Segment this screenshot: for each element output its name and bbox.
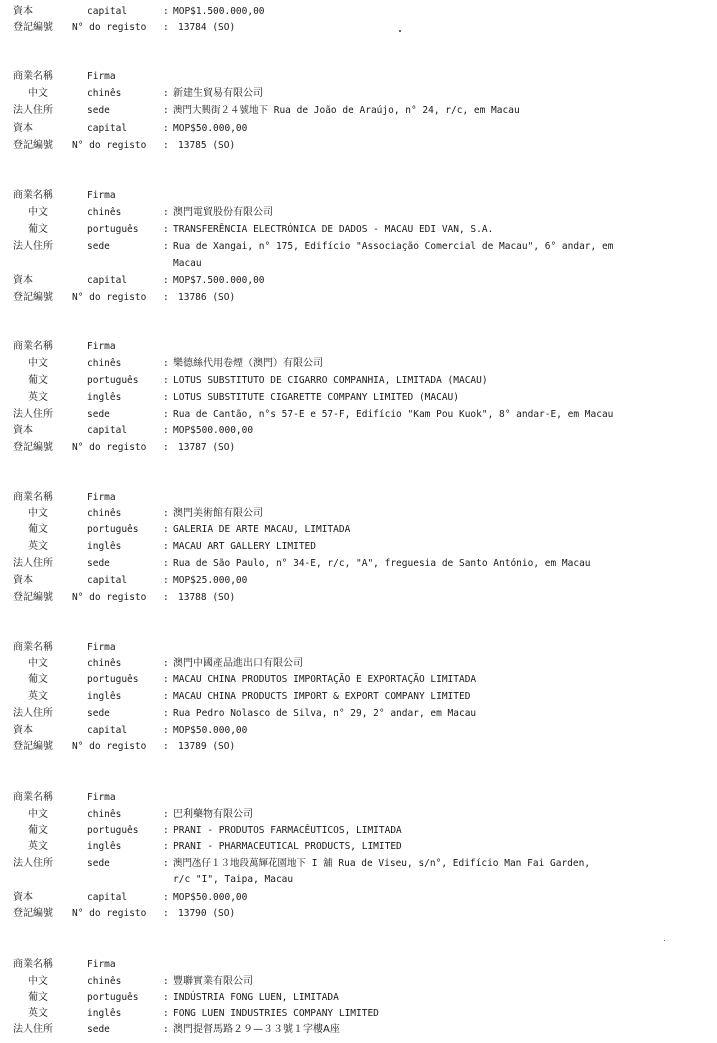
english-name: PRANI - PHARMACEUTICAL PRODUCTS, LIMITED <box>173 841 402 852</box>
colon: : <box>163 908 169 919</box>
registo-label-zh: 登記編號 <box>13 741 53 752</box>
portuguese-label-pt: português <box>87 674 139 685</box>
registo-value: 13786 (SO) <box>178 292 236 303</box>
registo-label-pt: N° do registo <box>72 741 147 752</box>
chinese-label-pt: chinês <box>87 88 122 99</box>
colon: : <box>163 123 169 134</box>
colon: : <box>163 809 169 820</box>
sede-value-continued: r/c "I", Taipa, Macau <box>173 874 294 885</box>
english-name: FONG LUEN INDUSTRIES COMPANY LIMITED <box>173 1008 379 1019</box>
registo-label-pt: N° do registo <box>72 908 147 919</box>
portuguese-name: LOTUS SUBSTITUTO DE CIGARRO COMPANHIA, LIMITADA (MACAU) <box>173 375 488 386</box>
capital-value: MOP$50.000,00 <box>173 123 248 134</box>
firm-label-pt: Firma <box>87 642 116 653</box>
colon: : <box>163 105 169 116</box>
colon: : <box>163 708 169 719</box>
english-label-zh: 英文 <box>28 1008 48 1019</box>
colon: : <box>163 725 169 736</box>
portuguese-label-zh: 葡文 <box>28 224 48 235</box>
colon: : <box>163 292 169 303</box>
english-label-zh: 英文 <box>28 392 48 403</box>
chinese-label-pt: chinês <box>87 976 122 987</box>
chinese-name: 樂德絲代用卷煙（澳門）有限公司 <box>173 358 323 369</box>
chinese-name: 澳門電貿股份有限公司 <box>173 207 273 218</box>
colon: : <box>163 892 169 903</box>
chinese-name: 巴利藥物有限公司 <box>173 809 253 820</box>
colon: : <box>163 392 169 403</box>
capital-label-zh: 資本 <box>13 275 33 286</box>
colon: : <box>163 1008 169 1019</box>
sede-label-pt: sede <box>87 105 110 116</box>
capital-label-zh: 資本 <box>13 575 33 586</box>
firm-label-pt: Firma <box>87 492 116 503</box>
colon: : <box>163 541 169 552</box>
registo-label-pt: N° do registo <box>72 442 147 453</box>
chinese-label-pt: chinês <box>87 207 122 218</box>
chinese-label-pt: chinês <box>87 809 122 820</box>
chinese-label-pt: chinês <box>87 508 122 519</box>
capital-value: MOP$1.500.000,00 <box>173 6 265 17</box>
colon: : <box>163 409 169 420</box>
speck <box>664 940 665 941</box>
portuguese-label-pt: português <box>87 524 139 535</box>
english-label-zh: 英文 <box>28 691 48 702</box>
colon: : <box>163 1024 169 1035</box>
sede-label-zh: 法人住所 <box>13 1024 53 1035</box>
chinese-label-pt: chinês <box>87 358 122 369</box>
sede-label-zh: 法人住所 <box>13 409 53 420</box>
capital-label-zh: 資本 <box>13 725 33 736</box>
chinese-name: 澳門中國產品進出口有限公司 <box>173 658 303 669</box>
sede-value: 澳門氹仔１３地段萬輝花園地下 I 舖 Rua de Viseu, s/n°, Edifício Man Fai Garden, <box>173 858 591 869</box>
english-name: LOTUS SUBSTITUTE CIGARETTE COMPANY LIMITED (MACAU) <box>173 392 459 403</box>
chinese-label-zh: 中文 <box>28 508 48 519</box>
colon: : <box>163 224 169 235</box>
firm-label-zh: 商業名稱 <box>13 190 53 201</box>
colon: : <box>163 674 169 685</box>
colon: : <box>163 976 169 987</box>
capital-value: MOP$50.000,00 <box>173 892 248 903</box>
registo-label-zh: 登記編號 <box>13 140 53 151</box>
firm-label-zh: 商業名稱 <box>13 492 53 503</box>
portuguese-name: TRANSFERÊNCIA ELECTRÓNICA DE DADOS - MACAU EDI VAN, S.A. <box>173 224 494 235</box>
firm-label-zh: 商業名稱 <box>13 792 53 803</box>
registo-label-zh: 登記編號 <box>13 22 53 33</box>
colon: : <box>163 88 169 99</box>
colon: : <box>163 558 169 569</box>
registo-label-pt: N° do registo <box>72 22 147 33</box>
sede-value: Rua de São Paulo, n° 34-E, r/c, "A", freguesia de Santo António, em Macau <box>173 558 591 569</box>
portuguese-label-pt: português <box>87 992 139 1003</box>
sede-value: 澳門提督馬路２９—３３號１字樓A座 <box>173 1024 340 1035</box>
firm-label-zh: 商業名稱 <box>13 71 53 82</box>
english-label-pt: inglês <box>87 392 122 403</box>
sede-label-pt: sede <box>87 558 110 569</box>
portuguese-label-zh: 葡文 <box>28 524 48 535</box>
registo-value: 13788 (SO) <box>178 592 236 603</box>
english-label-pt: inglês <box>87 841 122 852</box>
english-label-pt: inglês <box>87 1008 122 1019</box>
firm-label-pt: Firma <box>87 190 116 201</box>
firm-label-zh: 商業名稱 <box>13 642 53 653</box>
portuguese-label-pt: português <box>87 825 139 836</box>
colon: : <box>163 592 169 603</box>
english-name: MACAU CHINA PRODUCTS IMPORT & EXPORT COMPANY LIMITED <box>173 691 471 702</box>
colon: : <box>163 508 169 519</box>
capital-value: MOP$7.500.000,00 <box>173 275 265 286</box>
capital-label-pt: capital <box>87 275 128 286</box>
portuguese-label-zh: 葡文 <box>28 825 48 836</box>
capital-label-zh: 資本 <box>13 425 33 436</box>
portuguese-name: INDÚSTRIA FONG LUEN, LIMITADA <box>173 992 339 1003</box>
chinese-name: 豐聯實業有限公司 <box>173 976 253 987</box>
colon: : <box>163 691 169 702</box>
sede-label-pt: sede <box>87 409 110 420</box>
chinese-name: 新建生貿易有限公司 <box>173 88 263 99</box>
capital-label-pt: capital <box>87 575 128 586</box>
colon: : <box>163 858 169 869</box>
chinese-label-zh: 中文 <box>28 88 48 99</box>
sede-label-zh: 法人住所 <box>13 558 53 569</box>
capital-label-zh: 資本 <box>13 123 33 134</box>
colon: : <box>163 375 169 386</box>
english-label-pt: inglês <box>87 691 122 702</box>
sede-label-zh: 法人住所 <box>13 105 53 116</box>
firm-label-zh: 商業名稱 <box>13 959 53 970</box>
registo-label-zh: 登記編號 <box>13 908 53 919</box>
chinese-label-zh: 中文 <box>28 976 48 987</box>
capital-value: MOP$50.000,00 <box>173 725 248 736</box>
capital-label-pt: capital <box>87 892 128 903</box>
sede-label-zh: 法人住所 <box>13 858 53 869</box>
capital-label-pt: capital <box>87 725 128 736</box>
colon: : <box>163 825 169 836</box>
sede-value: Rua Pedro Nolasco de Silva, n° 29, 2° andar, em Macau <box>173 708 477 719</box>
portuguese-label-zh: 葡文 <box>28 674 48 685</box>
registo-value: 13790 (SO) <box>178 908 236 919</box>
registo-label-pt: N° do registo <box>72 592 147 603</box>
capital-label-pt: capital <box>87 123 128 134</box>
portuguese-name: PRANI - PRODUTOS FARMACÊUTICOS, LIMITADA <box>173 825 402 836</box>
portuguese-name: MACAU CHINA PRODUTOS IMPORTAÇÃO E EXPORTAÇÃO LIMITADA <box>173 674 477 685</box>
sede-value-continued: Macau <box>173 258 202 269</box>
colon: : <box>163 241 169 252</box>
firm-label-pt: Firma <box>87 959 116 970</box>
chinese-label-pt: chinês <box>87 658 122 669</box>
colon: : <box>163 425 169 436</box>
english-label-pt: inglês <box>87 541 122 552</box>
firm-label-pt: Firma <box>87 71 116 82</box>
colon: : <box>163 6 169 17</box>
english-label-zh: 英文 <box>28 841 48 852</box>
portuguese-label-zh: 葡文 <box>28 375 48 386</box>
registo-label-zh: 登記編號 <box>13 592 53 603</box>
sede-label-zh: 法人住所 <box>13 708 53 719</box>
colon: : <box>163 992 169 1003</box>
colon: : <box>163 841 169 852</box>
chinese-label-zh: 中文 <box>28 207 48 218</box>
registo-value: 13787 (SO) <box>178 442 236 453</box>
english-name: MACAU ART GALLERY LIMITED <box>173 541 316 552</box>
sede-label-zh: 法人住所 <box>13 241 53 252</box>
colon: : <box>163 207 169 218</box>
colon: : <box>163 442 169 453</box>
colon: : <box>163 658 169 669</box>
sede-label-pt: sede <box>87 1024 110 1035</box>
sede-label-pt: sede <box>87 858 110 869</box>
capital-value: MOP$500.000,00 <box>173 425 254 436</box>
registo-label-pt: N° do registo <box>72 292 147 303</box>
chinese-label-zh: 中文 <box>28 809 48 820</box>
portuguese-label-pt: português <box>87 375 139 386</box>
speck <box>399 30 401 32</box>
capital-label-zh: 資本 <box>13 892 33 903</box>
english-label-zh: 英文 <box>28 541 48 552</box>
registo-label-pt: N° do registo <box>72 140 147 151</box>
capital-label-zh: 資本 <box>13 6 33 17</box>
chinese-label-zh: 中文 <box>28 358 48 369</box>
capital-label-pt: capital <box>87 425 128 436</box>
capital-label-pt: capital <box>87 6 128 17</box>
chinese-label-zh: 中文 <box>28 658 48 669</box>
registo-value: 13785 (SO) <box>178 140 236 151</box>
colon: : <box>163 22 169 33</box>
firm-label-pt: Firma <box>87 341 116 352</box>
chinese-name: 澳門美術館有限公司 <box>173 508 263 519</box>
colon: : <box>163 741 169 752</box>
capital-value: MOP$25.000,00 <box>173 575 248 586</box>
registo-value: 13784 (SO) <box>178 22 236 33</box>
registo-label-zh: 登記編號 <box>13 292 53 303</box>
portuguese-name: GALERIA DE ARTE MACAU, LIMITADA <box>173 524 351 535</box>
colon: : <box>163 575 169 586</box>
portuguese-label-pt: português <box>87 224 139 235</box>
colon: : <box>163 275 169 286</box>
registo-label-zh: 登記編號 <box>13 442 53 453</box>
firm-label-pt: Firma <box>87 792 116 803</box>
colon: : <box>163 524 169 535</box>
sede-label-pt: sede <box>87 708 110 719</box>
colon: : <box>163 140 169 151</box>
sede-value: Rua de Cantão, n°s 57-E e 57-F, Edifício "Kam Pou Kuok", 8° andar-E, em Macau <box>173 409 614 420</box>
portuguese-label-zh: 葡文 <box>28 992 48 1003</box>
sede-value: Rua de Xangai, n° 175, Edifício "Associação Comercial de Macau", 6° andar, em <box>173 241 614 252</box>
firm-label-zh: 商業名稱 <box>13 341 53 352</box>
colon: : <box>163 358 169 369</box>
registo-value: 13789 (SO) <box>178 741 236 752</box>
sede-label-pt: sede <box>87 241 110 252</box>
sede-value: 澳門大興街２４號地下 Rua de João de Araújo, n° 24, r/c, em Macau <box>173 105 520 116</box>
